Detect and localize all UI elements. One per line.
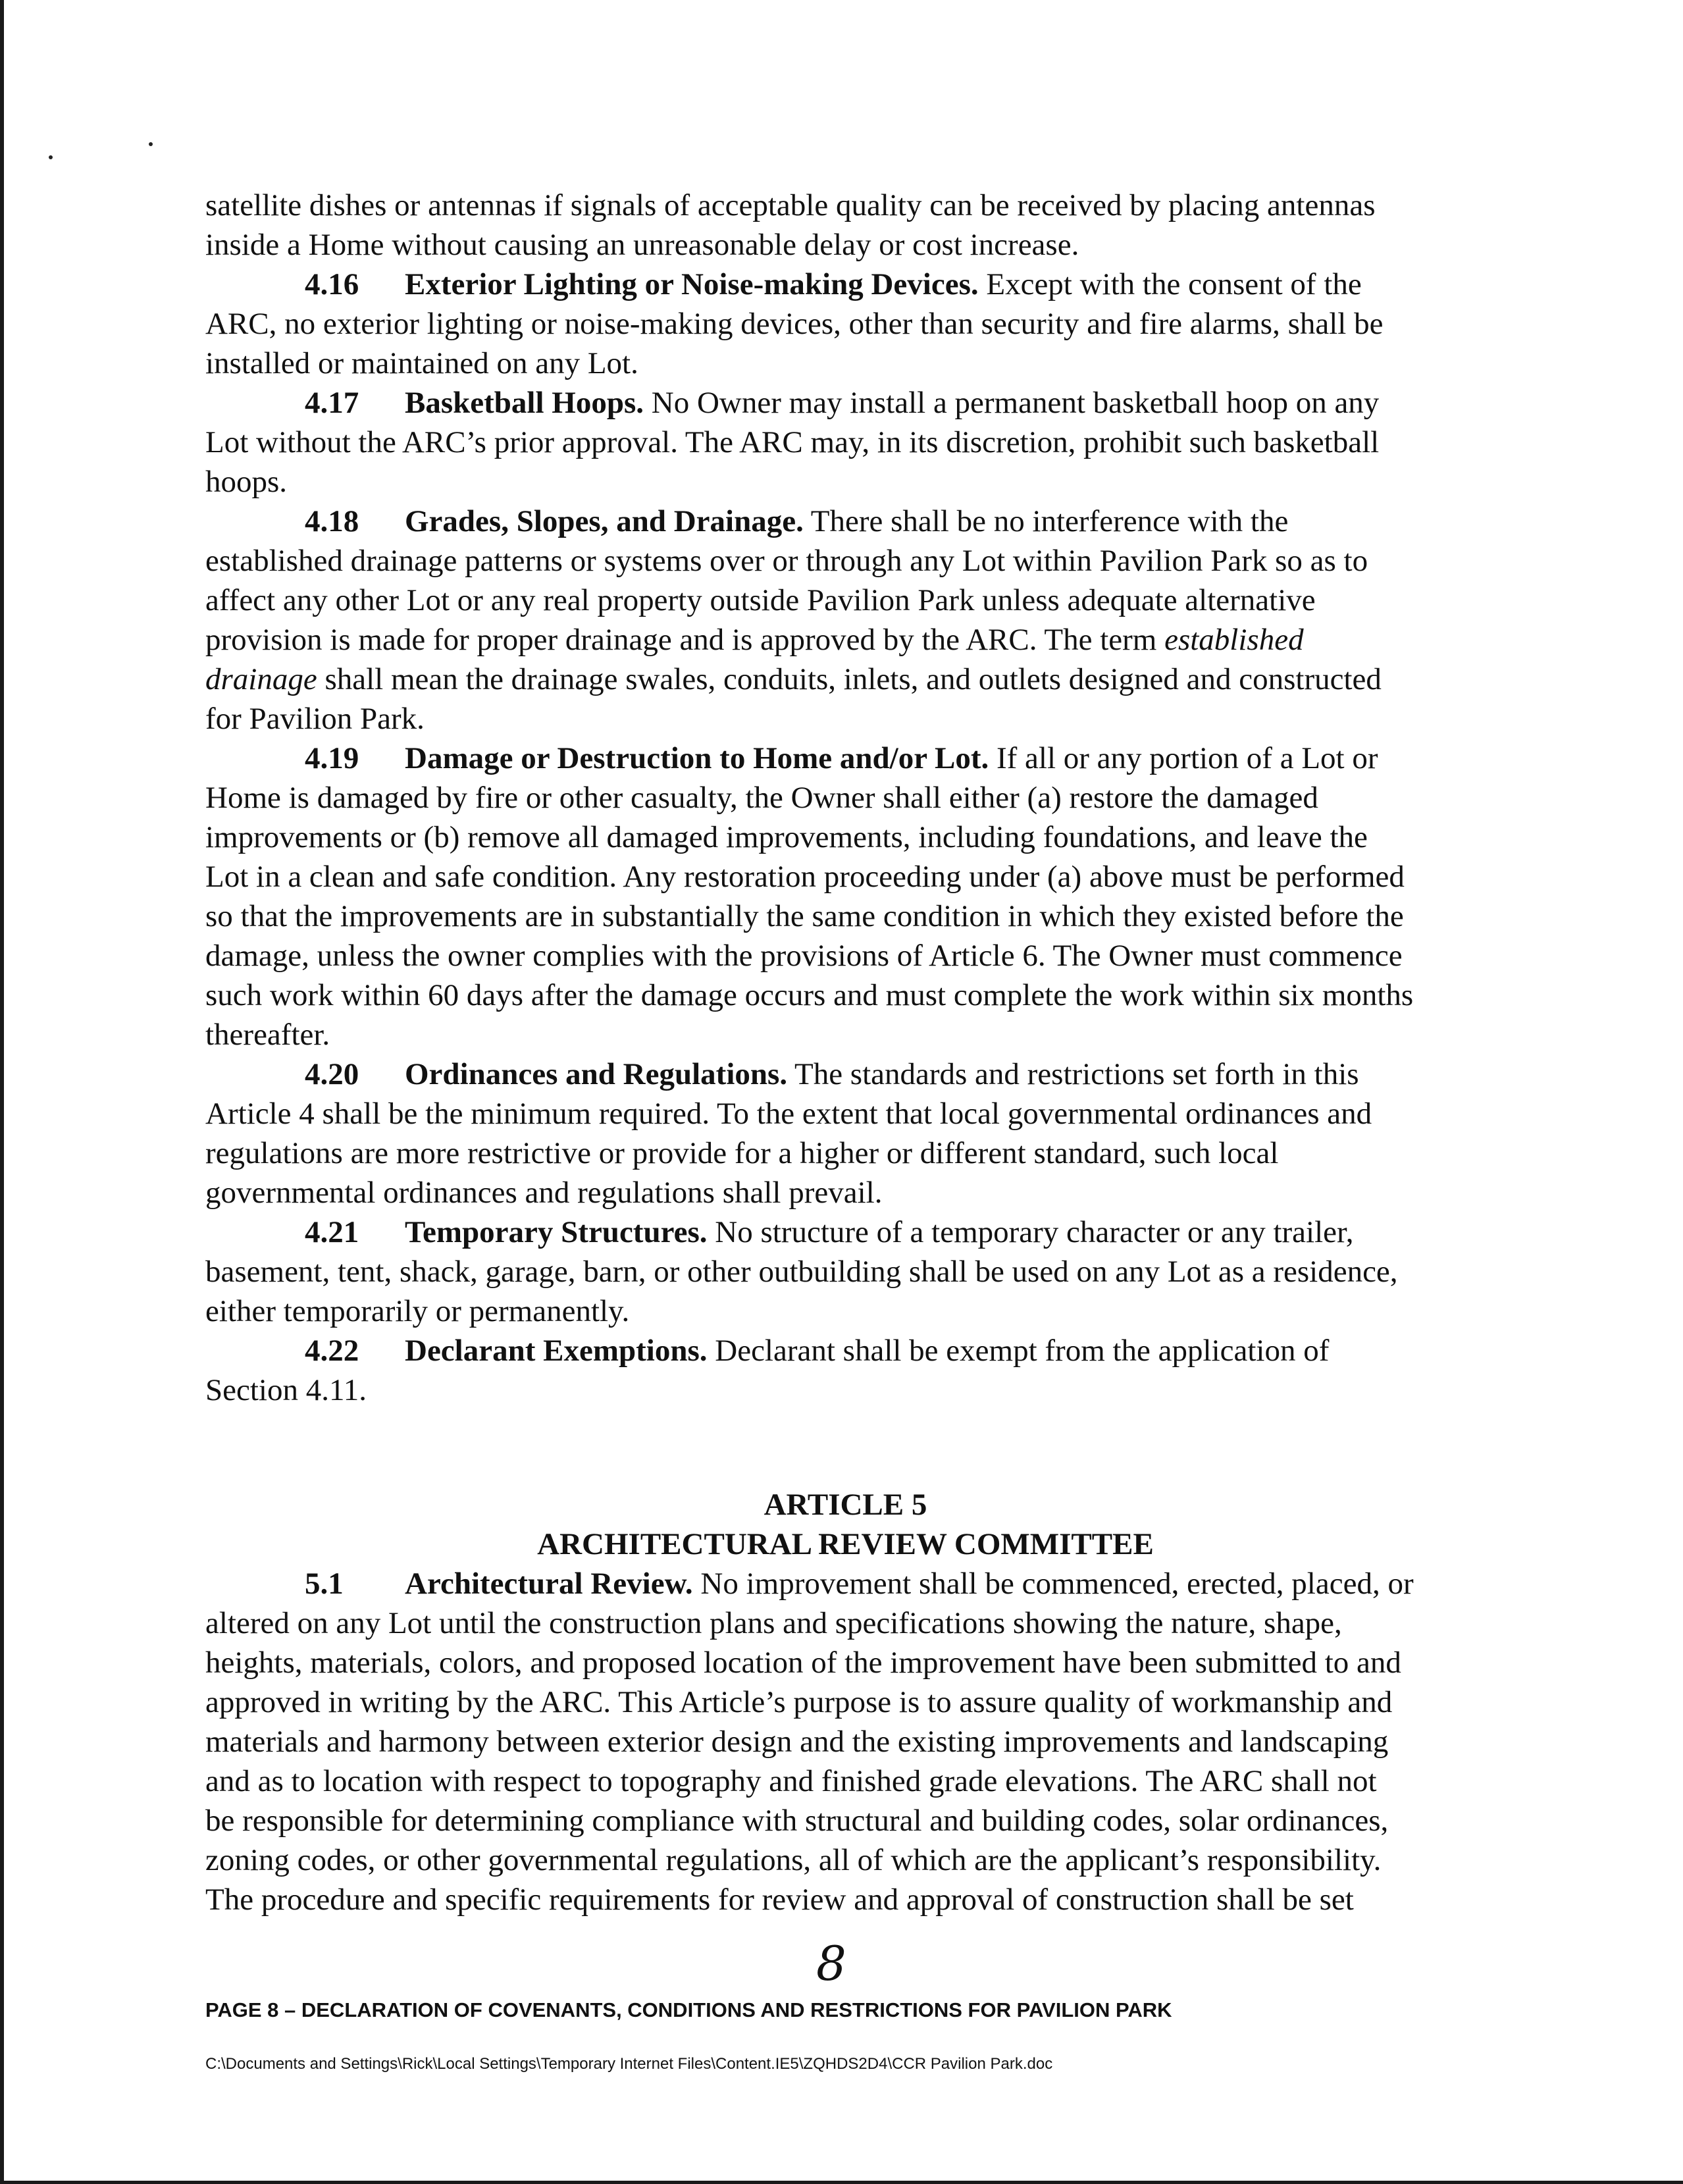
section-number: 5.1 — [305, 1567, 344, 1601]
scan-edge-left — [0, 0, 4, 2184]
section-number: 4.16 — [305, 267, 359, 301]
section-4-21-first-line — [205, 1212, 1486, 1252]
section-4-16-first-line — [205, 265, 1486, 304]
paragraph-line: either temporarily or permanently. — [205, 1294, 630, 1328]
scan-edge-bottom — [0, 2181, 1683, 2184]
paragraph-line: satellite dishes or antennas if signals of acceptable quality can be received by placing antennas — [205, 188, 1376, 222]
paragraph-line: The procedure and specific requirements for review and approval of construction shall be set — [205, 1883, 1354, 1917]
article-title: ARCHITECTURAL REVIEW COMMITTEE — [537, 1527, 1154, 1561]
defined-term: established — [1164, 623, 1304, 657]
paragraph-line: approved in writing by the ARC. This Article’s purpose is to assure quality of workmanship and — [205, 1685, 1393, 1719]
section-heading: Architectural Review. — [405, 1567, 693, 1601]
section-4-17-first-line — [205, 383, 1486, 423]
paragraph-line: Lot in a clean and safe condition. Any restoration proceeding under (a) above must be performed — [205, 860, 1405, 894]
paragraph-line: thereafter. — [205, 1018, 330, 1052]
section-text: No improvement shall be commenced, erected, placed, or — [692, 1567, 1414, 1601]
paragraph-line: established drainage patterns or systems over or through any Lot within Pavilion Park so as to — [205, 544, 1368, 578]
paragraph-line: for Pavilion Park. — [205, 702, 425, 736]
handwritten-page-number: 8 — [816, 1936, 846, 1991]
paragraph-line: Lot without the ARC’s prior approval. The ARC may, in its discretion, prohibit such basketball — [205, 425, 1380, 459]
paragraph-line: materials and harmony between exterior design and the existing improvements and landscaping — [205, 1725, 1389, 1759]
section-number: 4.19 — [305, 741, 359, 775]
paragraph-line: damage, unless the owner complies with the provisions of Article 6. The Owner must commence — [205, 939, 1403, 973]
section-text: Declarant shall be exempt from the application of — [707, 1334, 1330, 1368]
paragraph-line: governmental ordinances and regulations shall prevail. — [205, 1176, 883, 1210]
section-text: The standards and restrictions set forth in this — [787, 1057, 1359, 1091]
paragraph-line — [205, 620, 1486, 660]
section-number: 4.22 — [305, 1334, 359, 1368]
section-4-22-first-line — [205, 1331, 1486, 1370]
section-text: If all or any portion of a Lot or — [989, 741, 1378, 775]
paragraph-line: such work within 60 days after the damage occurs and must complete the work within six months — [205, 978, 1414, 1012]
section-number: 4.17 — [305, 386, 359, 420]
defined-term: drainage — [205, 662, 317, 696]
footer-title: PAGE 8 – DECLARATION OF COVENANTS, CONDITIONS AND RESTRICTIONS FOR PAVILION PARK — [205, 1998, 1172, 2021]
section-heading: Grades, Slopes, and Drainage. — [405, 504, 804, 538]
section-text: shall mean the drainage swales, conduits, inlets, and outlets designed and constructed — [317, 662, 1382, 696]
paragraph-line: heights, materials, colors, and proposed location of the improvement have been submitted to and — [205, 1646, 1401, 1680]
section-number: 4.18 — [305, 504, 359, 538]
paragraph-line: Home is damaged by fire or other casualty, the Owner shall either (a) restore the damaged — [205, 781, 1318, 815]
section-heading: Exterior Lighting or Noise-making Devices. — [405, 267, 979, 301]
section-heading: Damage or Destruction to Home and/or Lot. — [405, 741, 989, 775]
paragraph-line: hoops. — [205, 465, 288, 499]
section-text: No Owner may install a permanent basketball hoop on any — [644, 386, 1380, 420]
paragraph-line: so that the improvements are in substantially the same condition in which they existed before the — [205, 899, 1404, 933]
paragraph-line: improvements or (b) remove all damaged improvements, including foundations, and leave the — [205, 820, 1368, 854]
section-number: 4.20 — [305, 1057, 359, 1091]
section-text: Except with the consent of the — [978, 267, 1362, 301]
paragraph-line: Article 4 shall be the minimum required. To the extent that local governmental ordinances and — [205, 1097, 1372, 1131]
section-4-18-first-line — [205, 502, 1486, 541]
section-number: 4.21 — [305, 1215, 359, 1249]
section-heading: Temporary Structures. — [405, 1215, 708, 1249]
section-text: No structure of a temporary character or any trailer, — [707, 1215, 1354, 1249]
paragraph-line: and as to location with respect to topography and finished grade elevations. The ARC shall not — [205, 1764, 1377, 1798]
section-text: There shall be no interference with the — [803, 504, 1289, 538]
section-4-19-first-line — [205, 739, 1486, 778]
section-4-20-first-line — [205, 1054, 1486, 1094]
paragraph-line: Section 4.11. — [205, 1373, 367, 1407]
section-5-1-first-line — [205, 1564, 1486, 1603]
paragraph-line: ARC, no exterior lighting or noise-making devices, other than security and fire alarms, shall be — [205, 307, 1384, 341]
scan-speck — [149, 142, 153, 146]
document-body — [205, 186, 1486, 1919]
section-text: provision is made for proper drainage and is approved by the ARC. The term — [205, 623, 1165, 657]
section-heading: Declarant Exemptions. — [405, 1334, 708, 1368]
spacer — [205, 1410, 1486, 1485]
footer-file-path: C:\Documents and Settings\Rick\Local Settings\Temporary Internet Files\Content.IE5\ZQHDS2D4\CCR Pavilion Park.doc — [205, 2055, 1053, 2073]
paragraph-line: inside a Home without causing an unreasonable delay or cost increase. — [205, 228, 1079, 262]
paragraph-line — [205, 660, 1486, 699]
paragraph-line: installed or maintained on any Lot. — [205, 346, 638, 380]
paragraph-line: affect any other Lot or any real property outside Pavilion Park unless adequate alternative — [205, 583, 1316, 617]
paragraph-line: basement, tent, shack, garage, barn, or other outbuilding shall be used on any Lot as a residence, — [205, 1255, 1398, 1289]
section-heading: Basketball Hoops. — [405, 386, 644, 420]
paragraph-line: zoning codes, or other governmental regulations, all of which are the applicant’s responsibility. — [205, 1843, 1382, 1877]
section-heading: Ordinances and Regulations. — [405, 1057, 788, 1091]
paragraph-line: altered on any Lot until the construction plans and specifications showing the nature, shape, — [205, 1606, 1342, 1640]
scan-speck — [49, 155, 53, 159]
paragraph-line: regulations are more restrictive or provide for a higher or different standard, such local — [205, 1136, 1279, 1170]
article-label: ARTICLE 5 — [764, 1488, 927, 1522]
paragraph-line: be responsible for determining compliance with structural and building codes, solar ordinances, — [205, 1804, 1389, 1838]
